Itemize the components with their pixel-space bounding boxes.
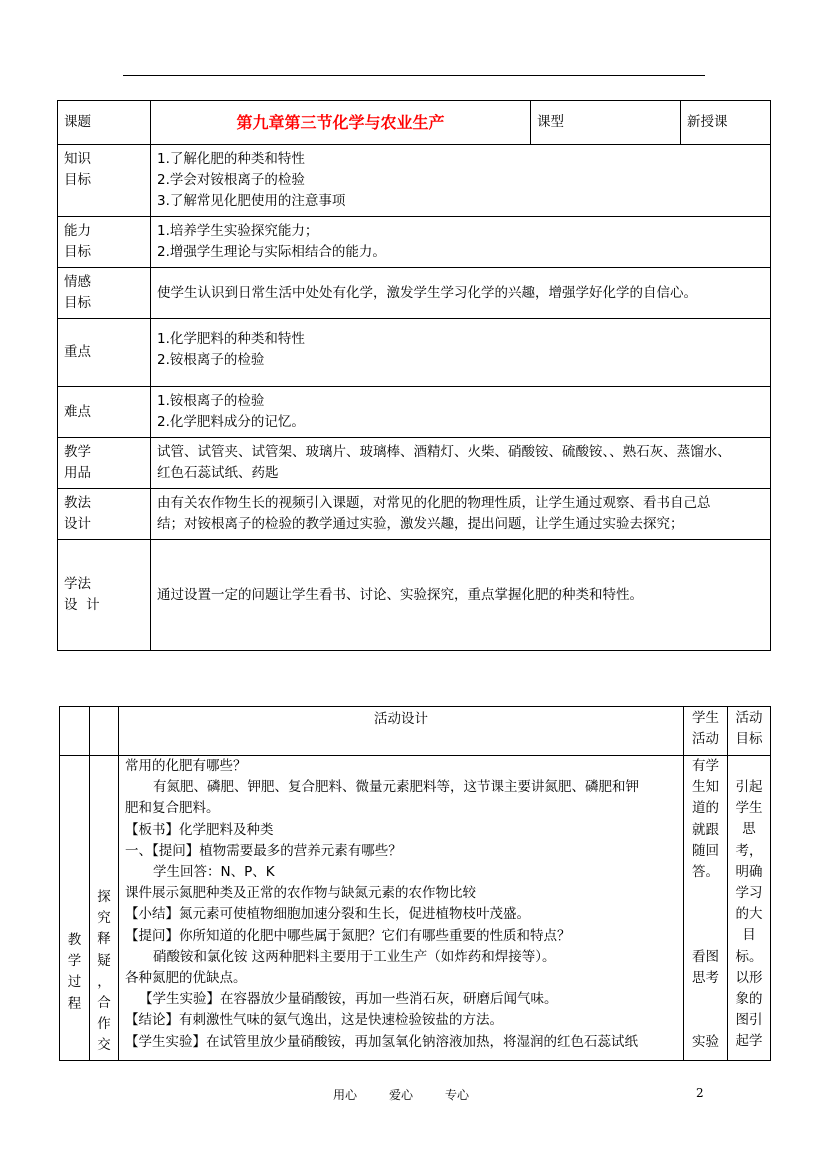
footer-text: 专心 <box>445 1088 470 1102</box>
activity-line: 各种氮肥的优缺点。 <box>125 970 247 987</box>
activity-line: 【小结】氮元素可使植物细胞加速分裂和生长，促进植物枝叶茂盛。 <box>125 906 530 923</box>
activity-line: 【提问】你所知道的化肥中哪些属于氮肥？它们有哪些重要的性质和特点？ <box>125 927 571 944</box>
row-label: 重点 <box>58 319 151 387</box>
activity-line: 一、【提问】植物需要最多的营养元素有哪些？ <box>125 842 402 859</box>
row-label: 教学 用品 <box>58 438 151 489</box>
activity-line: 【板书】化学肥料及种类 <box>125 821 274 838</box>
footer-text: 用心 <box>333 1088 358 1102</box>
row-label: 情感 目标 <box>58 268 151 319</box>
row-label: 知识 目标 <box>58 145 151 217</box>
activity-line: 有氮肥、磷肥、钾肥、复合肥料、微量元素肥料等，这节课主要讲氮肥、磷肥和钾 <box>153 779 639 796</box>
row-knowledge <box>58 145 771 217</box>
row-label: 学法 设 计 <box>58 540 151 651</box>
row-content: 1.了解化肥的种类和特性 2.学会对铵根离子的检验 3.了解常见化肥使用的注意事项 <box>151 145 771 217</box>
row-emotion <box>58 268 771 319</box>
explore-label: 探 究 释 疑 ， 合 作 交 <box>90 756 119 1061</box>
course-title: 第九章第三节化学与农业生产 <box>151 101 531 145</box>
lesson-type-label: 课型 <box>531 101 681 145</box>
activity-design-header: 活动设计 <box>119 707 684 756</box>
activity-line: 【学生实验】在容器放少量硝酸铵，再加一些消石灰，研磨后闻气味。 <box>139 991 558 1008</box>
row-learning-method <box>58 540 771 651</box>
lesson-info-table <box>57 100 771 651</box>
header-rule <box>123 75 705 76</box>
course-title-label: 课题 <box>58 101 151 145</box>
row-key-point <box>58 319 771 387</box>
row-label: 难点 <box>58 387 151 438</box>
activity-line: 【学生实验】在试管里放少量硝酸铵，再加氢氧化钠溶液加热，将湿润的红色石蕊试纸 <box>125 1033 638 1050</box>
activity-content <box>119 756 684 1061</box>
row-content: 1.化学肥料的种类和特性 2.铵根离子的检验 <box>151 319 771 387</box>
row-label: 能力 目标 <box>58 217 151 268</box>
lesson-type: 新授课 <box>681 101 771 145</box>
row-content: 试管、试管夹、试管架、玻璃片、玻璃棒、酒精灯、火柴、硝酸铵、硫酸铵、、熟石灰、蒸馏水、 红色石蕊试纸、药匙 <box>151 438 771 489</box>
page-number: 2 <box>696 1086 704 1100</box>
row-content: 使学生认识到日常生活中处处有化学，激发学生学习化学的兴趣，增强学好化学的自信心。 <box>151 268 771 319</box>
activity-line: 肥和复合肥料。 <box>125 800 220 817</box>
activity-line: 【结论】有刺激性气味的氨气逸出，这是快速检验铵盐的方法。 <box>125 1012 503 1029</box>
row-content: 1.铵根离子的检验 2.化学肥料成分的记忆。 <box>151 387 771 438</box>
teaching-process-label: 教 学 过 程 <box>60 756 90 1061</box>
blank-cell <box>60 707 90 756</box>
row-ability <box>58 217 771 268</box>
row-content: 1.培养学生实验探究能力； 2.增强学生理论与实际相结合的能力。 <box>151 217 771 268</box>
student-activity-header: 学生 活动 <box>684 707 728 756</box>
activity-table <box>59 706 771 1061</box>
activity-line: 硝酸铵和氯化铵 这两种肥料主要用于工业生产（如炸药和焊接等）。 <box>153 948 556 965</box>
row-label: 教法 设计 <box>58 489 151 540</box>
row-materials <box>58 438 771 489</box>
row-content: 由有关农作物生长的视频引入课题，对常见的化肥的物理性质，让学生通过观察、看书自己总 结；对铵根离子的检验的教学通过实验，激发兴趣，提出问题，让学生通过实验去探究； <box>151 489 771 540</box>
activity-line: 常用的化肥有哪些？ <box>125 758 247 774</box>
activity-goal-content: 引起 学生 思 考， 明确 学习 的大 目 标。 以形 象的 图引 起学 <box>728 756 771 1061</box>
student-activity-content: 有学 生知 道的 就跟 随回 答。 看图 思考 实验 <box>684 756 728 1061</box>
row-difficulty <box>58 387 771 438</box>
row-content: 通过设置一定的问题让学生看书、讨论、实验探究，重点掌握化肥的种类和特性。 <box>151 540 771 651</box>
footer-text: 爱心 <box>389 1088 414 1102</box>
activity-line: 学生回答：N、P、K <box>153 864 275 881</box>
blank-cell <box>90 707 119 756</box>
activity-line: 课件展示氮肥种类及正常的农作物与缺氮元素的农作物比较 <box>125 885 476 902</box>
row-teaching-method <box>58 489 771 540</box>
activity-goal-header: 活动 目标 <box>728 707 771 756</box>
